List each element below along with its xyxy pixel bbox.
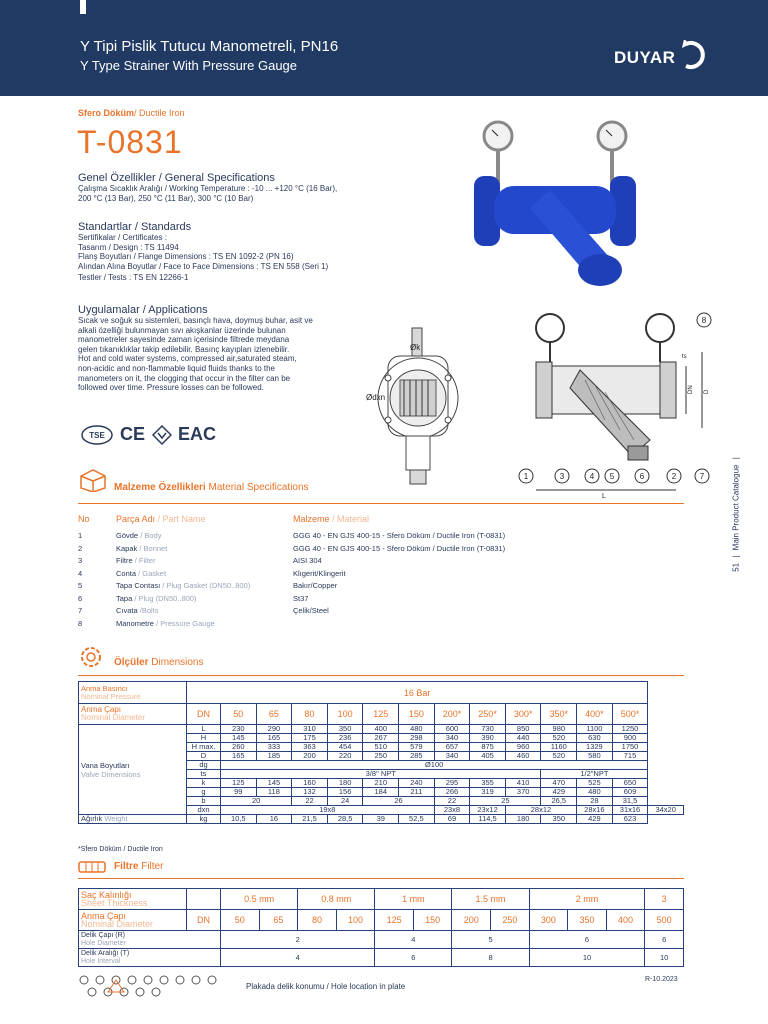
header-tick [80,0,86,14]
dimensions-rule [78,675,684,676]
svg-text:DN: DN [688,385,694,394]
material-row: 6 Tapa / Plug (DN50..800) St37 [78,593,309,603]
gear-icon [78,644,104,670]
materials-title: Malzeme Özellikleri Material Specifications [114,482,309,493]
material-row: 2 Kapak / Bonnet GGG 40 - EN GJS 400-15 - Sfero Döküm / Ductile Iron (T-0831) [78,543,506,553]
title-tr: Y Tipi Pislik Tutucu Manometreli, PN16 [80,38,339,55]
material-row: 1 Gövde / Body GGG 40 - EN GJS 400-15 - Sfero Döküm / Ductile Iron (T-0831) [78,531,506,540]
header-banner [0,0,768,96]
title-en: Y Type Strainer With Pressure Gauge [80,58,298,73]
callout-3: 3 [559,472,565,481]
filter-rule [78,878,684,879]
product-photo [470,118,640,298]
diagram-label-k: Øk [410,343,421,352]
svg-text:D: D [704,389,710,394]
page-number: 51 [731,562,741,572]
dimensions-title: Ölçüler Dimensions [114,657,204,668]
filter-table: Saç Kalınlığı Sheet Thickness 0.5 mm 0.8 mm 1 mm 1.5 mm 2 mm 3 Anma Çapı Nominal Diameter DN 50 65 80 100 125 150 200 250 300 350 400 500 Delik Çapı (R) Hole Diameter 2 4 5 6 6 Delik Aralığı (T) Hole Interval 4 6 8 10 10 [78,888,684,967]
dimensions-table: Anma Basıncı Nominal Pressure 16 Bar Anma Çapı Nominal Diameter DN 50 65 80 100 125 150 200* 250* 300* 350* 400* 500* Vana Boyutları Valve Dimensions L 230 290 310 350 400 480 600 730 850 980 1100 1250 H 145 165 175 236 267 298 340 390 440 520 630 900 H max. 260 333 363 454 510 579 657 875 960 1160 1329 1750 D 165 185 200 220 250 285 340 405 460 520 580 715 dg Ø100 ts 3/8" NPT 1/2"NPT k 125 145 160 180 210 240 295 355 410 470 525 650 g 99 118 132 156 184 211 266 319 370 429 480 609 b 20 22 24 26 22 25 26,5 28 31,5 dxn 19x8 23x8 23x12 28x12 28x16 31x16 34x20 Ağırlık Weight kg 10,5 16 21,5 28,5 39 52,5 69 114,5 180 350 429 623 [78,681,684,824]
callout-4: 4 [589,472,595,481]
side-view-diagram [360,308,510,498]
hole-pattern-diagram [78,972,228,1006]
callout-6: 6 [639,472,645,481]
materials-header: No Parça Adı / Part Name Malzeme / Material [78,514,370,524]
filter-icon [78,860,106,874]
material-box-icon [78,466,108,492]
conformity-mark-icon [152,425,172,445]
callout-5: 5 [609,472,615,481]
material-line: Sfero Döküm/ Ductile Iron [78,108,185,118]
applications: Uygulamalar / Applications Sıcak ve soğuk su sistemleri, basınçlı hava, doymuş buhar, asit ve alkali özelliği bulunmayan sıvı akışkanlar üzerinde bulunan manometreler sayesinde zaman içerisinde filtrede meydana gelen tıkanıklıklar takip edilebilir. Basınç kayıpları izlenebilir. Hot and cold water systems, compressed air,saturated steam, non-acidic and non-flammable liquid fluids thanks to the manometers on it, the clogging that occur in the filter can be followed over time. Pressure losses can be followed. [78,304,313,393]
cross-section-diagram [510,300,720,500]
material-row: 7 Cıvata /Bolts Çelik/Steel [78,606,329,615]
svg-text:ts: ts [682,354,687,360]
material-row: 8 Manometre / Pressure Gauge [78,618,215,628]
svg-text:L: L [602,493,606,500]
ce-mark: CE [120,424,146,444]
diagram-label-dxn: Ødxn [366,393,386,402]
brand-logo: DUYAR [614,48,676,67]
eac-mark: EAC [178,424,217,444]
material-row: 5 Tapa Contası / Plug Gasket (DN50..800) Bakır/Copper [78,581,338,590]
callout-7: 7 [699,472,705,481]
callout-8: 8 [701,316,707,325]
svg-text:TSE: TSE [89,431,105,440]
filter-title: Filtre Filter [114,861,164,872]
hole-location-caption: Plakada delik konumu / Hole location in plate [246,982,406,991]
catalogue-title: Main Product Catalogue [731,464,741,551]
side-catalogue-label: 51 | Main Product Catalogue | [731,457,741,572]
product-code: T-0831 [77,124,183,160]
callout-1: 1 [523,472,529,481]
material-row: 4 Conta / Gasket Klıgerit/Klingerit [78,568,346,578]
material-row: 3 Filtre / Filter AISI 304 [78,556,322,565]
tse-mark-icon [80,424,114,446]
revision-label: R-10.2023 [645,976,678,983]
standards: Standartlar / Standards Sertifikalar / Certificates : Tasarım / Design : TS 11494 Flanş Boyutları / Flange Dimensions : TS EN 1092-2 (PN 16) Alından Alına Boyutlar / Face to Face Dimensions : TS EN 558 (Seri 1) Testler / Tests : TS EN 12266-1 [78,221,329,283]
brand-logo-mark [676,40,706,70]
general-specs: Genel Özellikler / General Specifications Çalışma Sıcaklık Aralığı / Working Temperature : -10 ... +120 °C (16 Bar), 200 °C (13 Bar), 250 °C (11 Bar), 300 °C (10 Bar) [78,172,338,203]
dimensions-footnote: *Sfero Döküm / Ductile Iron [78,846,163,853]
callout-2: 2 [671,472,677,481]
cert-marks [80,424,220,446]
materials-rule [78,503,684,504]
